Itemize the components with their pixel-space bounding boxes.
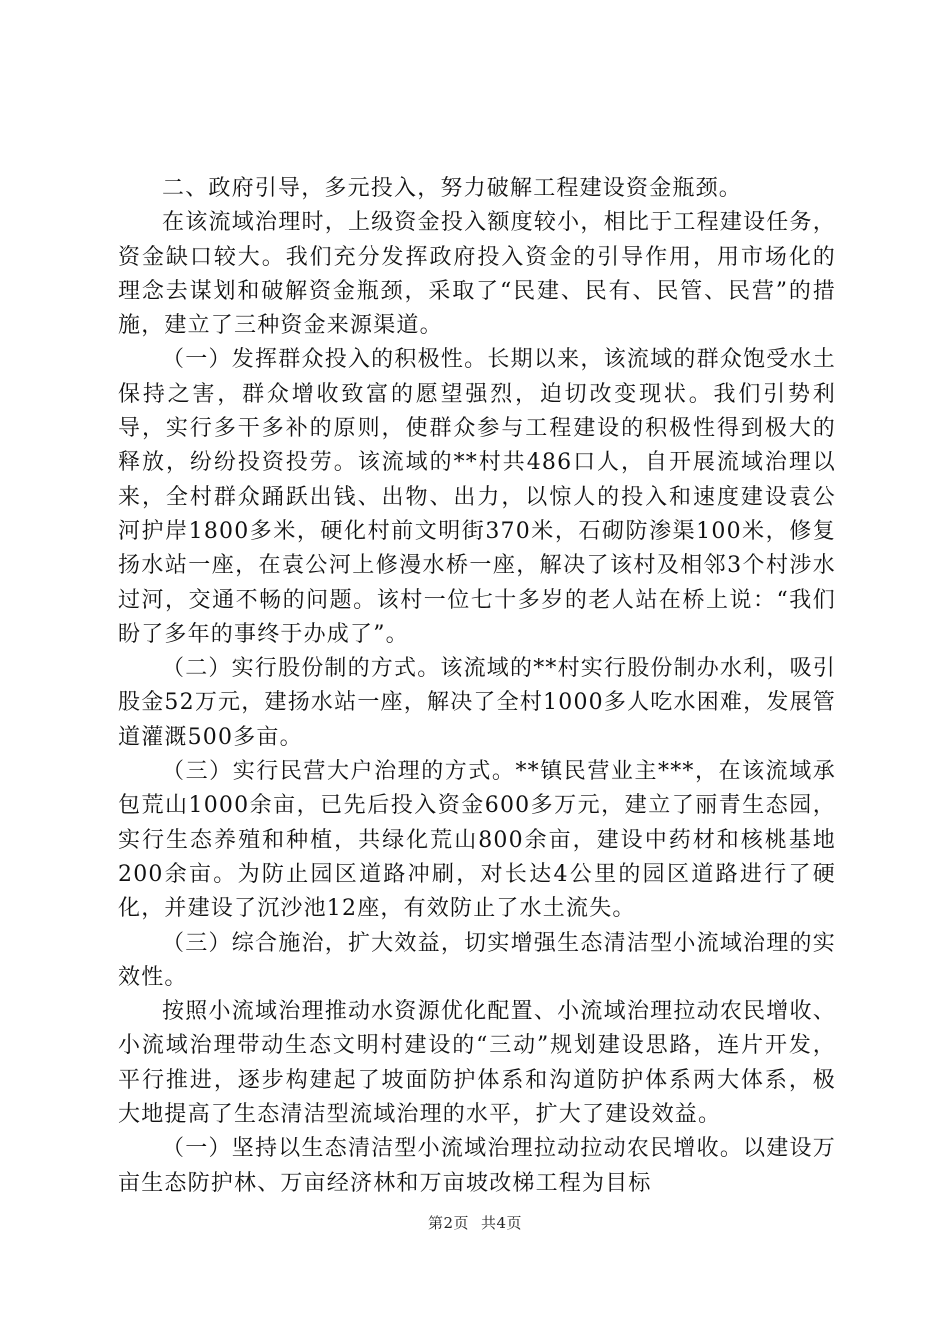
paragraph-private-operator: （三）实行民营大户治理的方式。**镇民营业主***，在该流域承包荒山1000余亩，已先后投入资金600多万元，建立了丽青生态园，实行生态养殖和种植，共绿化荒山800余亩，建设中药材和核桃基地200余亩。为防止园区道路冲刷，对长达4公里的园区道路进行了硬化，并建设了沉沙池12座，有效防止了水土流失。 — [118, 759, 836, 922]
page-footer — [0, 1213, 950, 1233]
page-total: 共4页 — [481, 1214, 523, 1232]
page-number: 第2页 — [427, 1214, 469, 1232]
paragraph-funding-intro: 在该流域治理时，上级资金投入额度较小，相比于工程建设任务，资金缺口较大。我们充分发挥政府投入资金的引导作用，用市场化的理念去谋划和破解资金瓶颈，采取了“民建、民有、民管、民营”的措施，建立了三种资金来源渠道。 — [118, 210, 836, 339]
paragraph-farmer-income: （一）坚持以生态清洁型小流域治理拉动拉动农民增收。以建设万亩生态防护林、万亩经济林和万亩坡改梯工程为目标 — [118, 1136, 836, 1196]
paragraph-three-drives: 按照小流域治理推动水资源优化配置、小流域治理拉动农民增收、小流域治理带动生态文明村建设的“三动”规划建设思路，连片开发，平行推进，逐步构建起了坡面防护体系和沟道防护体系两大体系，极大地提高了生态清洁型流域治理的水平，扩大了建设效益。 — [118, 999, 836, 1128]
section-heading-2: 二、政府引导，多元投入，努力破解工程建设资金瓶颈。 — [162, 176, 743, 201]
paragraph-shareholding: （二）实行股份制的方式。该流域的**村实行股份制办水利，吸引股金52万元，建扬水站一座，解决了全村1000多人吃水困难，发展管道灌溉500多亩。 — [118, 656, 837, 750]
document-body — [118, 172, 836, 1201]
paragraph-mass-investment: （一）发挥群众投入的积极性。长期以来，该流域的群众饱受水土保持之害，群众增收致富的愿望强烈，迫切改变现状。我们引势利导，实行多干多补的原则，使群众参与工程建设的积极性得到极大的释放，纷纷投资投劳。该流域的**村共486口人，自开展流域治理以来，全村群众踊跃出钱、出物、出力，以惊人的投入和速度建设袁公河护岸1800多米，硬化村前文明街370米，石砌防渗渠100米，修复扬水站一座，在袁公河上修漫水桥一座，解决了该村及相邻3个村涉水过河，交通不畅的问题。该村一位七十多岁的老人站在桥上说：“我们盼了多年的事终于办成了”。 — [118, 347, 836, 647]
section-heading-3: （三）综合施治，扩大效益，切实增强生态清洁型小流域治理的实效性。 — [118, 930, 836, 990]
